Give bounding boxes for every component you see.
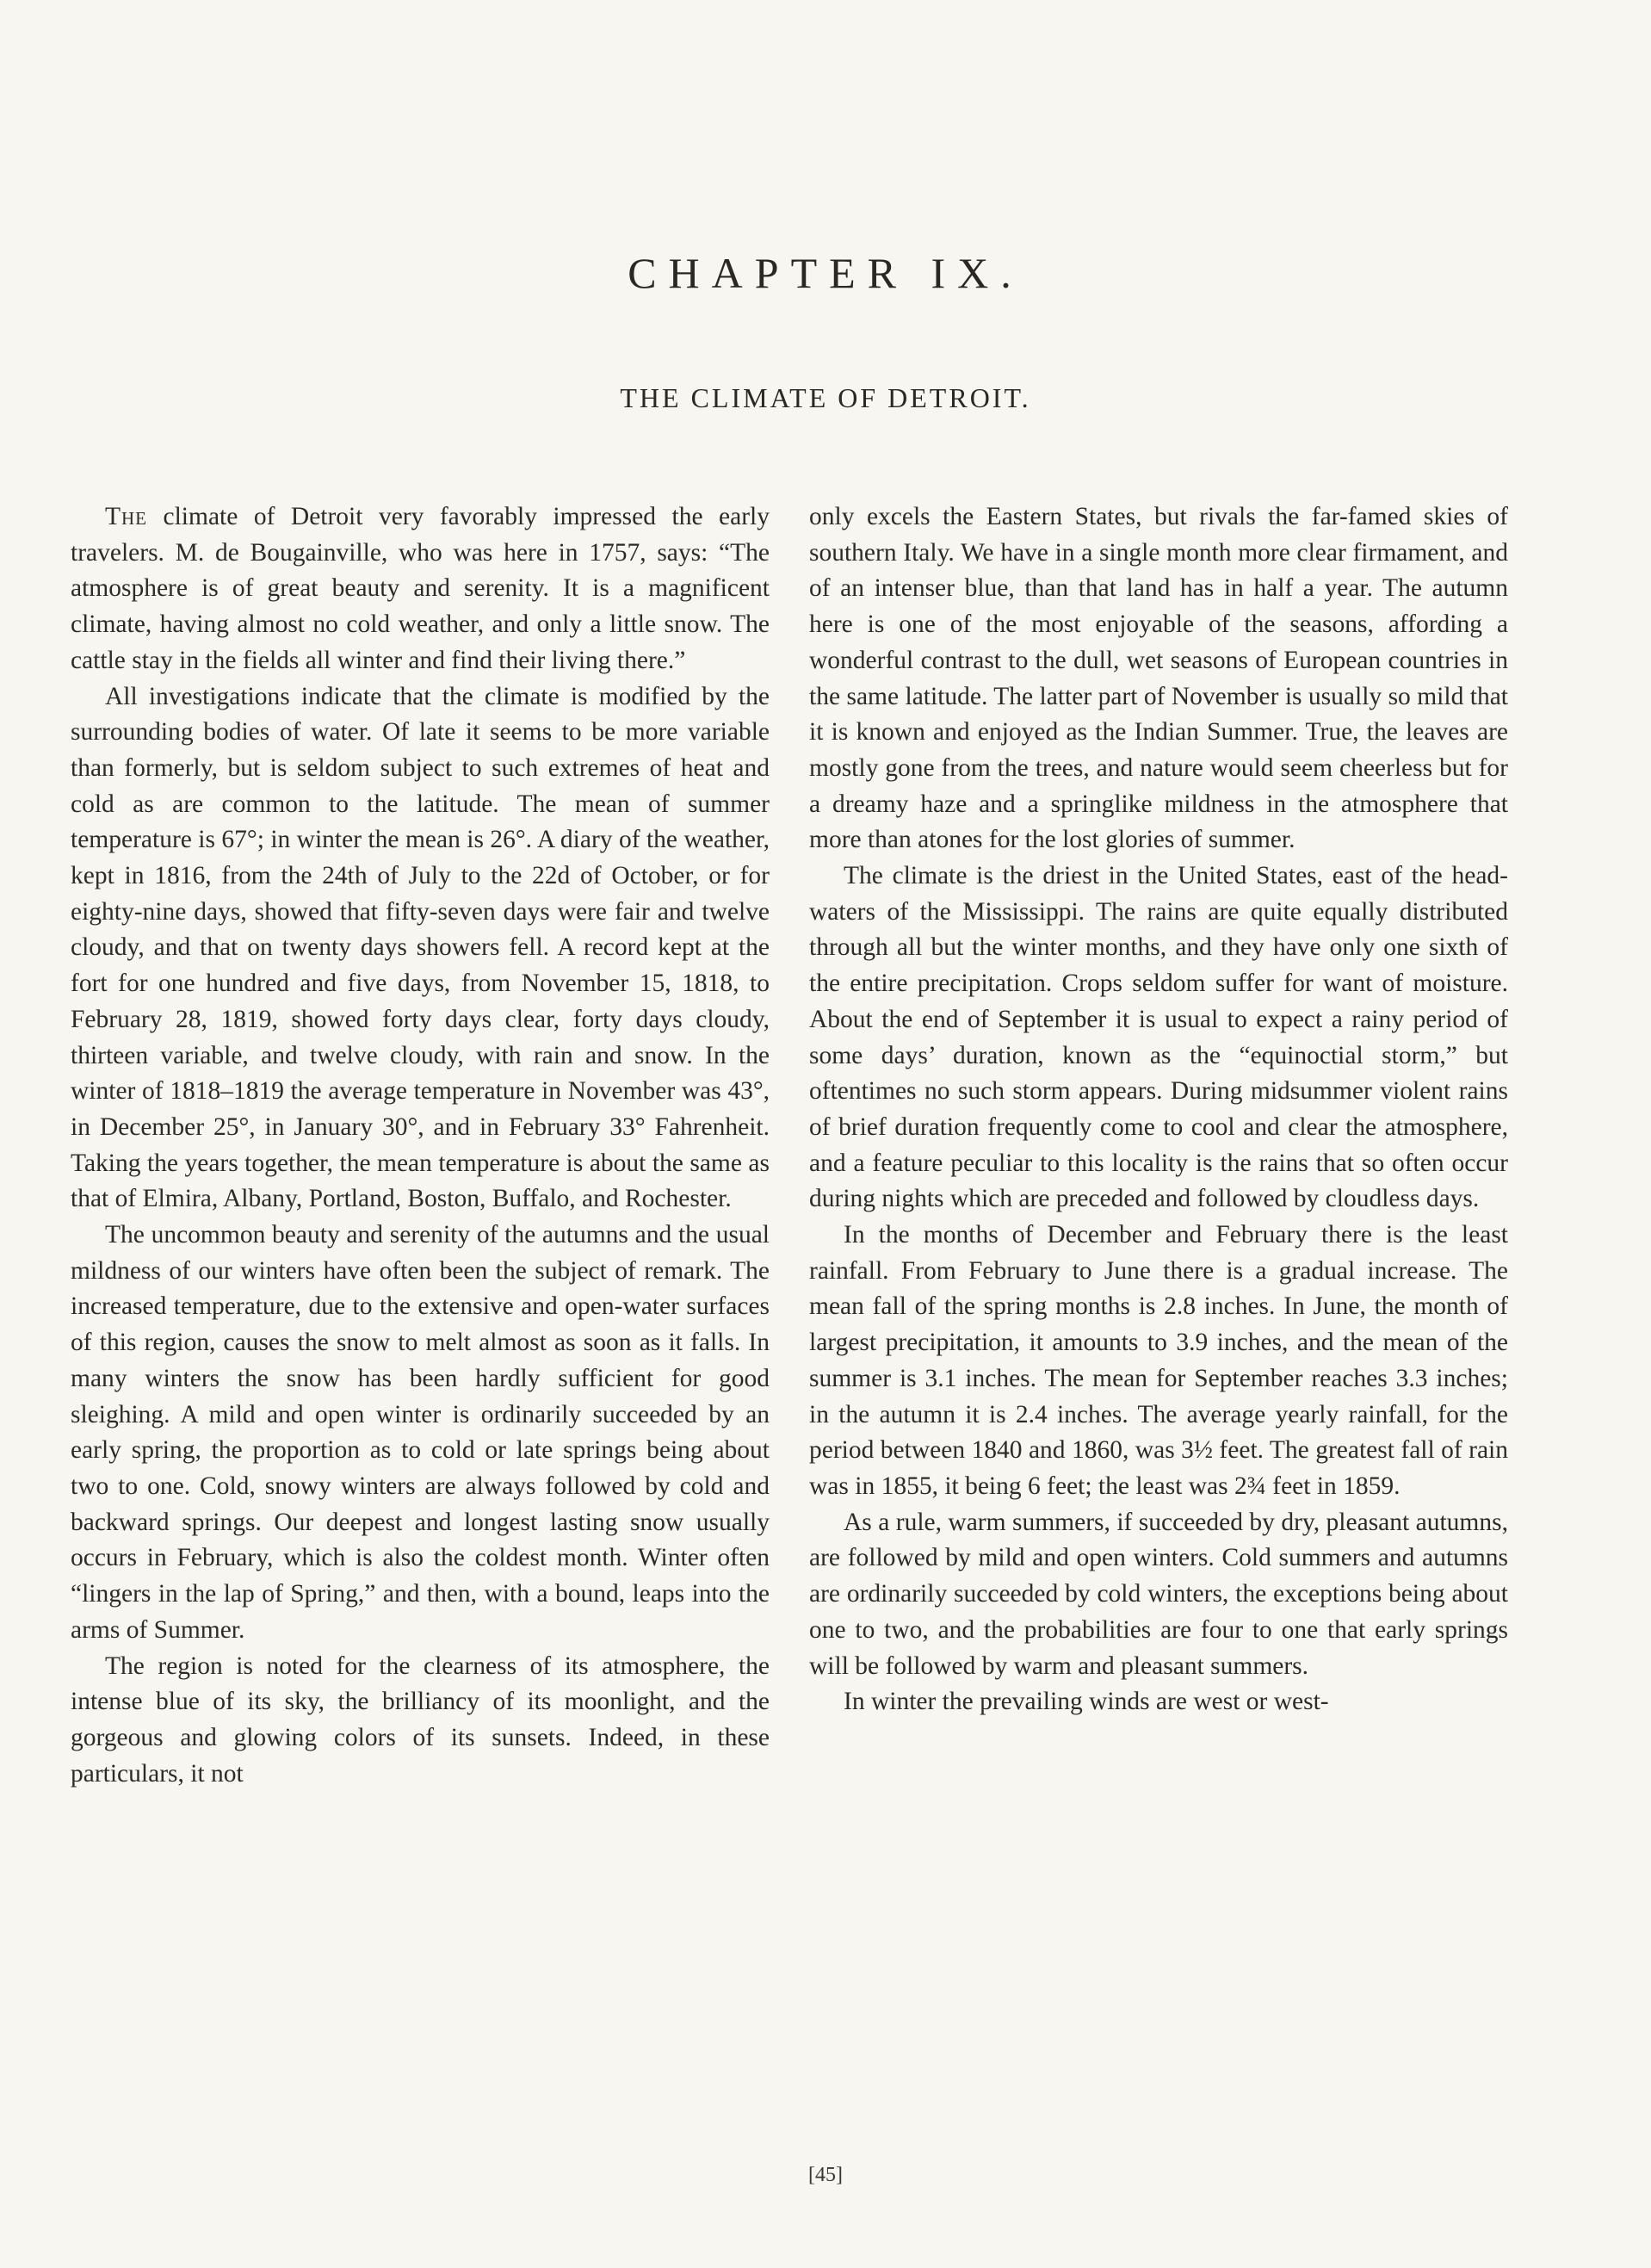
paragraph-3: The uncommon beauty and serenity of the autumns and the usual mildness of our winters have often been the subject of remark. The increased temperature, due to the extensive and open-water surfaces of this region, causes the snow to melt almost as soon as it falls. In many winters the snow has been hardly sufficient for good sleighing. A mild and open winter is ordinarily succeeded by an early spring, the proportion as to cold or late springs being about two to one. Cold, snowy winters are always followed by cold and backward springs. Our deepest and longest lasting snow usually occurs in February, which is also the coldest month. Winter often “lingers in the lap of Spring,” and then, with a bound, leaps into the arms of Summer. [71,1221,770,1644]
right-column [809,499,1508,1720]
chapter-title: THE CLIMATE OF DETROIT. [620,382,1031,413]
paragraph-1 [71,499,770,679]
lead-word: The [105,503,148,530]
paragraph-continued: only excels the Eastern States, but rivals the far-famed skies of southern Italy. We have in a single month more clear firmament, and of an intenser blue, than that land has in half a year. The autumn here is one of the most enjoyable of the seasons, affording a wonderful contrast to the dull, wet seasons of European countries in the same latitude. The latter part of November is usually so mild that it is known and enjoyed as the Indian Summer. True, the leaves are mostly gone from the trees, and nature would seem cheerless but for a dreamy haze and a springlike mildness in the atmosphere that more than atones for the lost glories of summer. [809,503,1508,854]
paragraph-1-text: climate of Detroit very favorably impressed the early travelers. M. de Bougainville, who was here in 1757, says: “The atmosphere is of great beauty and serenity. It is a magnificent climate, having almost no cold weather, and only a little snow. The cattle stay in the fields all winter and find their living there.” [71,503,770,674]
chapter-heading: CHAPTER IX. [628,249,1023,297]
paragraph-8: In winter the prevailing winds are west or west- [844,1688,1329,1716]
paragraph-7: As a rule, warm summers, if succeeded by dry, pleasant autumns, are followed by mild and open winters. Cold summers and autumns are ordinarily succeeded by cold winters, the exceptions being about one to two, and the probabilities are four to one that early springs will be followed by warm and pleasant summers. [809,1508,1508,1680]
page-number: [45] [808,2164,843,2186]
paragraph-5: The climate is the driest in the United States, east of the head-waters of the Mississippi. The rains are quite equally distributed through all but the winter months, and they have only one sixth of the entire precipitation. Crops seldom suffer for want of moisture. About the end of September it is usual to expect a rainy period of some days’ duration, known as the “equinoctial storm,” but oftentimes no such storm appears. During midsummer violent rains of brief duration frequently come to cool and clear the atmosphere, and a feature peculiar to this locality is the rains that so often occur during nights which are preceded and followed by cloudless days. [809,862,1508,1213]
paragraph-6: In the months of December and February there is the least rainfall. From February to June there is a gradual increase. The mean fall of the spring months is 2.8 inches. In June, the month of largest precipitation, it amounts to 3.9 inches, and the mean of the summer is 3.1 inches. The mean for September reaches 3.3 inches; in the autumn it is 2.4 inches. The average yearly rainfall, for the period between 1840 and 1860, was 3½ feet. The greatest fall of rain was in 1855, it being 6 feet; the least was 2¾ feet in 1859. [809,1221,1508,1500]
left-column [71,499,770,1792]
paragraph-4: The region is noted for the clearness of its atmosphere, the intense blue of its sky, the brilliancy of its moonlight, and the gorgeous and glowing colors of its sunsets. Indeed, in these particulars, it not [71,1651,770,1788]
paragraph-2: All investigations indicate that the climate is modified by the surrounding bodies of water. Of late it seems to be more variable than formerly, but is seldom subject to such extremes of heat and cold as are common to the latitude. The mean of summer temperature is 67°; in winter the mean is 26°. A diary of the weather, kept in 1816, from the 24th of July to the 22d of October, or for eighty-nine days, showed that fifty-seven days were fair and twelve cloudy, and that on twenty days showers fell. A record kept at the fort for one hundred and five days, from November 15, 1818, to February 28, 1819, showed forty days clear, forty days cloudy, thirteen variable, and twelve cloudy, with rain and snow. In the winter of 1818–1819 the average temperature in November was 43°, in December 25°, in January 30°, and in February 33° Fahrenheit. Taking the years together, the mean temperature is about the same as that of Elmira, Albany, Portland, Boston, Buffalo, and Rochester. [71,682,770,1213]
